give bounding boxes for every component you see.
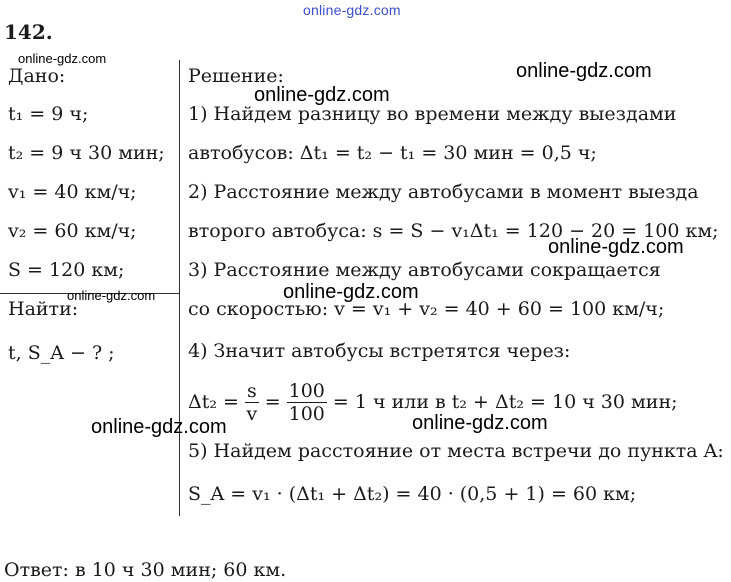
watermark: online-gdz.com: [283, 281, 419, 303]
formula-left: Δt₂ =: [188, 391, 239, 413]
watermark: online-gdz.com: [548, 236, 684, 258]
watermark-top: online-gdz.com: [303, 2, 401, 18]
find-line: t, S_A − ? ;: [8, 342, 115, 364]
watermark: online-gdz.com: [254, 84, 390, 106]
fraction-numerator: 100: [288, 379, 325, 402]
solution-line: со скоростью: v = v₁ + v₂ = 40 + 60 = 100 км/ч;: [188, 298, 665, 320]
given-line: t₁ = 9 ч;: [8, 103, 89, 125]
solution-line: 1) Найдем разницу во времени между выездами: [188, 103, 677, 125]
watermark: online-gdz.com: [18, 51, 107, 66]
given-heading: Дано:: [8, 65, 66, 87]
watermark: online-gdz.com: [516, 60, 652, 82]
fraction-s-v: [245, 380, 259, 425]
formula-rest: = 1 ч или в t₂ + Δt₂ = 10 ч 30 мин;: [332, 391, 678, 413]
watermark: online-gdz.com: [91, 416, 227, 438]
fraction-denominator: v: [246, 402, 258, 425]
fraction-numerator: s: [246, 379, 257, 402]
given-line: t₂ = 9 ч 30 мин;: [8, 142, 165, 164]
column-divider: [179, 60, 180, 516]
solution-line: 5) Найдем расстояние от места встречи до пункта A:: [188, 440, 724, 462]
solution-heading: Решение:: [188, 65, 284, 87]
given-line: S = 120 км;: [8, 259, 125, 281]
solution-line: автобусов: Δt₁ = t₂ − t₁ = 30 мин = 0,5 ч;: [188, 142, 597, 164]
solution-line: 2) Расстояние между автобусами в момент выезда: [188, 181, 699, 203]
solution-line: 3) Расстояние между автобусами сокращается: [188, 259, 661, 281]
solution-line: S_A = v₁ · (Δt₁ + Δt₂) = 40 · (0,5 + 1) = 60 км;: [188, 483, 637, 505]
answer-line: Ответ: в 10 ч 30 мин; 60 км.: [4, 559, 287, 581]
solution-line: второго автобуса: s = S − v₁Δt₁ = 120 − 20 = 100 км;: [188, 220, 719, 242]
solution-line: 4) Значит автобусы встретятся через:: [188, 340, 571, 362]
fraction-denominator: 100: [288, 402, 325, 425]
watermark: online-gdz.com: [67, 288, 156, 303]
problem-number: 142.: [4, 20, 53, 44]
given-line: v₁ = 40 км/ч;: [8, 181, 137, 203]
fraction-values: [287, 380, 327, 425]
given-line: v₂ = 60 км/ч;: [8, 220, 137, 242]
formula-equals: =: [264, 391, 281, 413]
watermark: online-gdz.com: [412, 412, 548, 434]
find-heading: Найти:: [8, 298, 79, 320]
